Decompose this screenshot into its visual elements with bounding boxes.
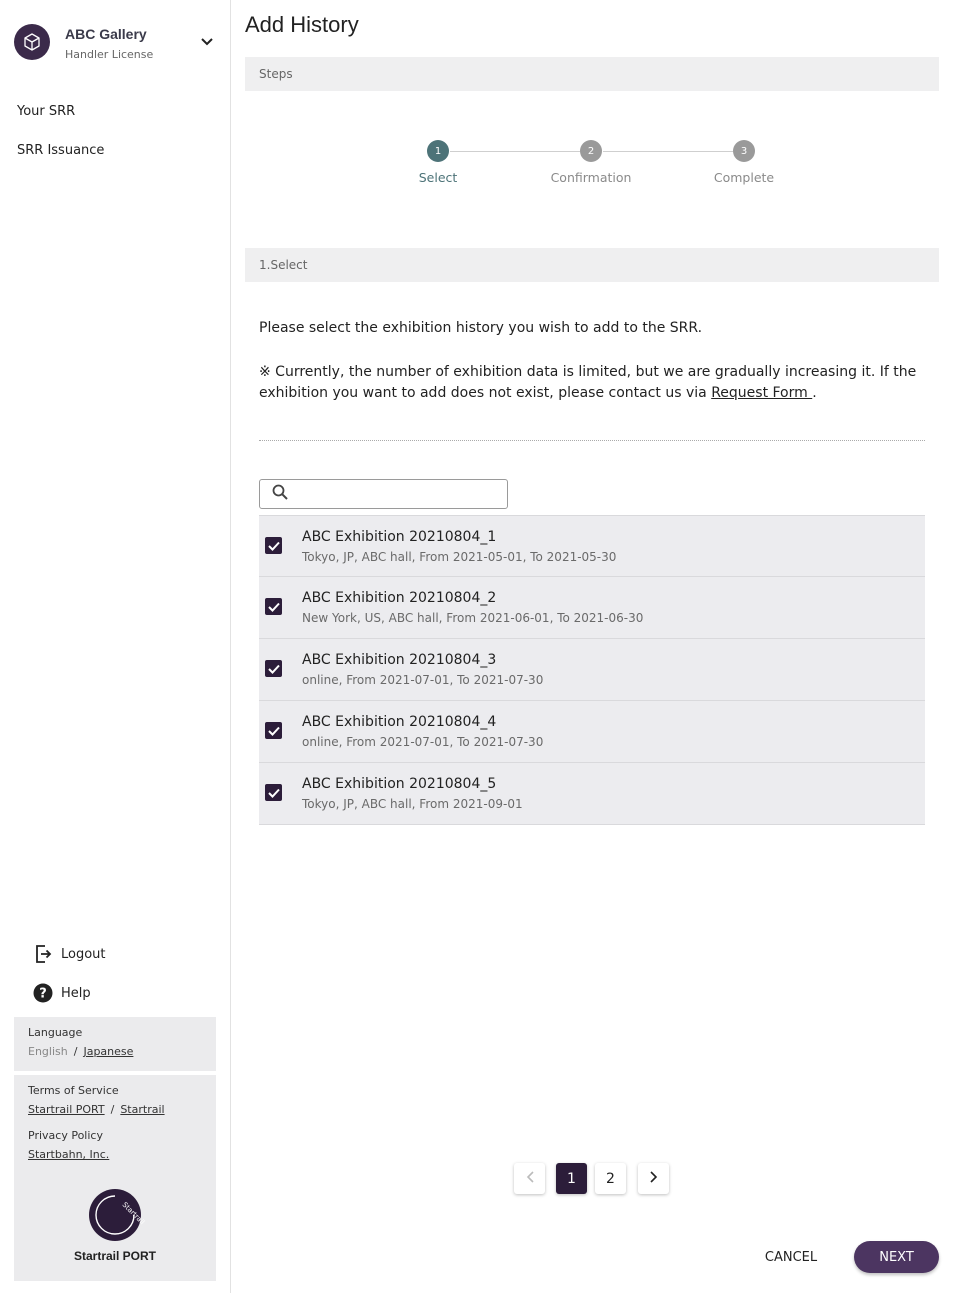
account-name: ABC Gallery (65, 26, 147, 42)
step-label: Select (418, 170, 458, 185)
step-confirmation (531, 140, 651, 185)
help-button[interactable] (33, 982, 91, 1004)
chevron-right-icon (650, 1171, 658, 1187)
logo-text: Startrail PORT (73, 1249, 157, 1263)
startrail-port-logo (14, 1189, 216, 1263)
select-section-header: 1.Select (245, 248, 939, 282)
step-number: 2 (580, 140, 602, 162)
pagination-prev-button[interactable] (514, 1163, 545, 1194)
svg-text:?: ? (39, 986, 47, 1002)
request-form-link[interactable]: Request Form (711, 385, 813, 401)
language-options (28, 1045, 202, 1058)
terms-title: Terms of Service (28, 1084, 119, 1097)
note-suffix: . (812, 385, 817, 401)
cancel-button[interactable]: CANCEL (764, 1249, 818, 1265)
cube-icon (14, 24, 50, 60)
next-button[interactable]: NEXT (854, 1241, 939, 1273)
search-box[interactable] (259, 479, 508, 509)
sidebar-item-srr-issuance[interactable]: SRR Issuance (17, 143, 105, 158)
chevron-down-icon[interactable] (198, 33, 216, 51)
logo-mark-text: Startrail (120, 1200, 147, 1227)
terms-startrail-port-link[interactable]: Startrail PORT (28, 1103, 105, 1116)
checkbox-checked-icon[interactable] (265, 784, 282, 801)
note-prefix: ※ Currently, the number of exhibition data is limited, but we are gradually increasing it. If the exhibition you want to add does not exist, please contact us via (259, 364, 917, 401)
privacy-startbahn-link[interactable]: Startbahn, Inc. (28, 1148, 110, 1161)
step-number: 3 (733, 140, 755, 162)
exhibition-title: ABC Exhibition 20210804_1 (302, 529, 497, 545)
help-icon (33, 983, 53, 1003)
privacy-links (28, 1148, 202, 1161)
exhibition-details: online, From 2021-07-01, To 2021-07-30 (302, 735, 544, 749)
language-title: Language (28, 1026, 83, 1039)
exhibition-details: New York, US, ABC hall, From 2021-06-01, To 2021-06-30 (302, 611, 644, 625)
step-complete (684, 140, 804, 185)
terms-links (28, 1103, 202, 1116)
exhibition-title: ABC Exhibition 20210804_3 (302, 652, 497, 668)
terms-startrail-link[interactable]: Startrail (120, 1103, 165, 1116)
exhibition-title: ABC Exhibition 20210804_4 (302, 714, 497, 730)
help-label: Help (61, 985, 91, 1001)
logout-button[interactable] (33, 943, 106, 965)
account-switcher[interactable] (14, 23, 216, 63)
language-japanese-link[interactable]: Japanese (83, 1045, 134, 1058)
sidebar-item-your-srr[interactable]: Your SRR (17, 104, 76, 119)
pagination-next-button[interactable] (638, 1163, 669, 1194)
exhibition-title: ABC Exhibition 20210804_5 (302, 776, 497, 792)
pagination-page-2[interactable]: 2 (595, 1163, 626, 1194)
sidebar (0, 0, 231, 1293)
step-select (378, 140, 498, 185)
chevron-left-icon (526, 1171, 534, 1187)
instructions (259, 318, 925, 427)
account-license: Handler License (65, 48, 154, 61)
step-label: Confirmation (550, 170, 632, 185)
language-panel (14, 1017, 216, 1071)
list-item[interactable] (259, 515, 925, 577)
intro-text: Please select the exhibition history you wish to add to the SRR. (259, 320, 703, 336)
privacy-title: Privacy Policy (28, 1129, 103, 1142)
terms-separator: / (110, 1103, 115, 1116)
step-label: Complete (713, 170, 775, 185)
exhibition-details: online, From 2021-07-01, To 2021-07-30 (302, 673, 544, 687)
language-english[interactable]: English (28, 1045, 68, 1058)
page-title: Add History (245, 12, 359, 37)
list-item[interactable] (259, 763, 925, 825)
divider (259, 440, 925, 441)
exhibition-details: Tokyo, JP, ABC hall, From 2021-09-01 (302, 797, 523, 811)
language-separator: / (73, 1045, 78, 1058)
list-item[interactable] (259, 577, 925, 639)
step-number: 1 (427, 140, 449, 162)
stepper (231, 140, 953, 200)
checkbox-checked-icon[interactable] (265, 660, 282, 677)
checkbox-checked-icon[interactable] (265, 598, 282, 615)
checkbox-checked-icon[interactable] (265, 537, 282, 554)
list-item[interactable] (259, 701, 925, 763)
steps-section-header: Steps (245, 57, 939, 91)
list-item[interactable] (259, 639, 925, 701)
legal-panel (14, 1075, 216, 1281)
main-content (231, 0, 953, 1293)
pagination-page-1[interactable]: 1 (556, 1163, 587, 1194)
search-icon (272, 484, 288, 504)
search-input[interactable] (294, 481, 507, 507)
checkbox-checked-icon[interactable] (265, 722, 282, 739)
exhibition-details: Tokyo, JP, ABC hall, From 2021-05-01, To 2021-05-30 (302, 550, 617, 564)
note-text (259, 362, 925, 404)
exhibition-title: ABC Exhibition 20210804_2 (302, 590, 497, 606)
startrail-logo-mark (89, 1189, 147, 1241)
logout-label: Logout (61, 946, 106, 962)
exhibition-list (259, 515, 925, 825)
logout-icon (33, 944, 53, 964)
